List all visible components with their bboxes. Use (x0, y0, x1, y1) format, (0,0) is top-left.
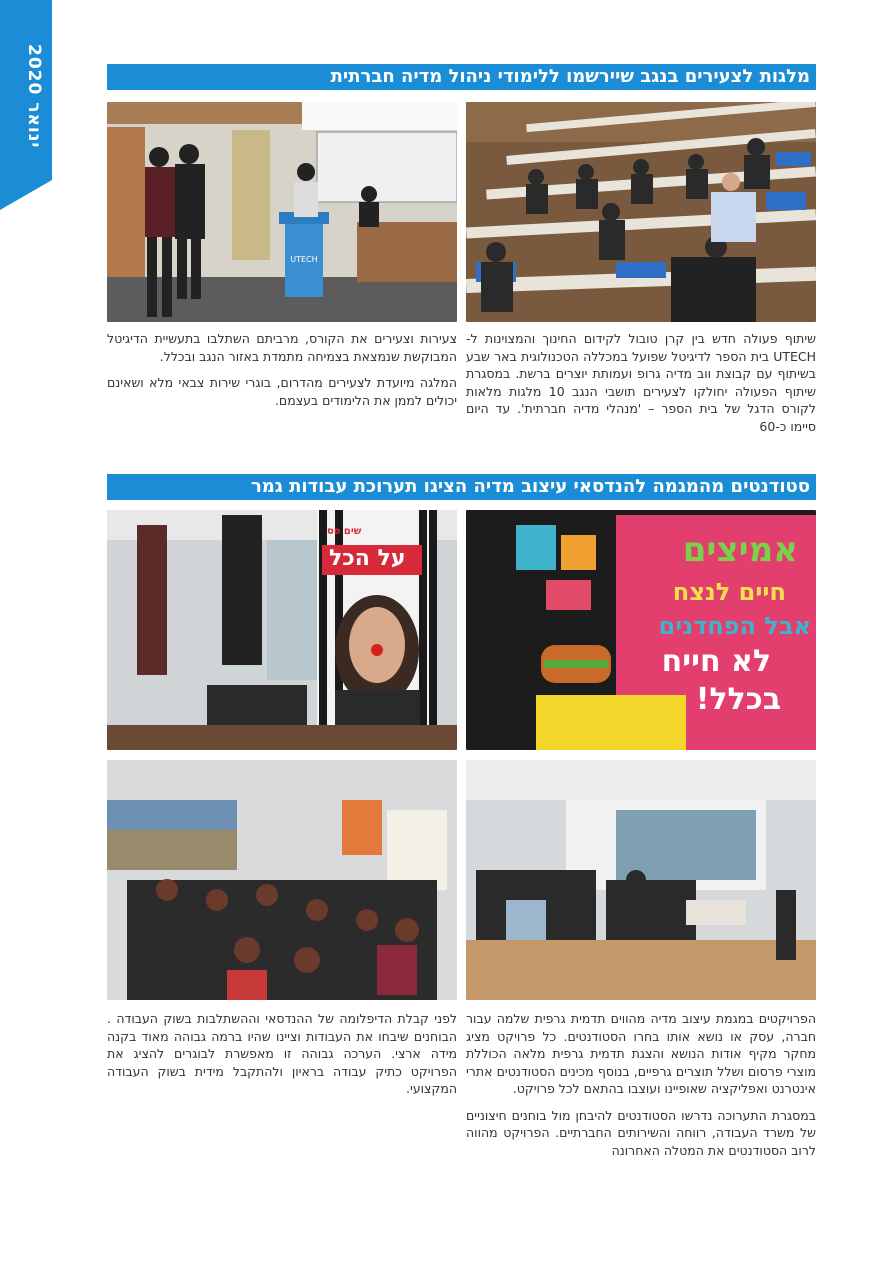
banner-main-text: על הכל (329, 546, 406, 571)
exhibition-crowd-photo-left (107, 760, 457, 1000)
presenter-photo (107, 102, 457, 322)
paragraph: שיתוף פעולה חדש בין קרן טובול לקידום החינוך והמצוינות ל-UTECH בית הספר לדיגיטל שפועל במכללה הטכנולוגית באר שבע בשיתוף עם קבוצת ווב מדיה גרופ ועמותת יוצרים ברשת. במסגרת שיתוף הפעולה יחולקו לצעירים תושבי הנגב 10 מלגות מלאות לקורס הדגל של בית הספר – 'מנהלי מדיה חברתית'. עד היום סיימו כ-60 (466, 331, 816, 434)
section1-title: מלגות לצעירים בנגב שיירשמו ללימודי ניהול מדיה חברתית (107, 64, 816, 90)
paragraph: במסגרת התערוכה נדרשו הסטודנטים להיבחן מול בוחנים חיצוניים של משרד העבודה, רווחה והשירותים החברתיים. הפרויקט מהווה לרוב הסטודנטים את המטלה האחרונה (466, 1107, 816, 1158)
paragraph: הפרויקטים במגמת עיצוב מדיה מהווים תדמית גרפית שלמה עבור חברה, עסק או נושא אותו בחרו הסטודנטים. כל פרויקט מציג מחקר מקיף אודות הנושא והצגת תדמית גרפית מלאה הכוללת מוצרי פרסום ושלל תוצרים גרפיים, בנוסף מכינים הסטודנטים אתרי אינטרנט ואפליקציה שאופיינו ועוצבו בהתאם לכל פרויקט. (466, 1011, 816, 1096)
section2-text-left (107, 1010, 457, 1107)
paragraph: המלגה מיועדת לצעירים מהדרום, בוגרי שירות צבאי מלא ושאינם יכולים לממן את הלימודים בעצמם. (107, 375, 457, 408)
poster-word: לא חייח (661, 644, 771, 679)
exhibit-poster-photo (466, 510, 816, 750)
svg-text:UTECH: UTECH (290, 255, 318, 264)
section2-title: סטודנטים מהמגמה להנדסאי עיצוב מדיה הציגו תערוכת עבודות גמר (107, 474, 816, 500)
section1-text-right (466, 330, 816, 444)
paragraph: צעירות וצעירים את הקורס, מרביתם השתלבו בתעשיית הדיגיטל המבוקשת שנמצאת בצמיחה מתמדת באזור הנגב ובכלל. (107, 331, 457, 364)
exhibit-banner-photo (107, 510, 457, 750)
banner-top-text: שים פס (327, 526, 362, 537)
section1-text-left (107, 330, 457, 418)
poster-word: אבל הפחדנים (658, 612, 811, 640)
issue-date-label: ינואר 2020 (24, 43, 44, 148)
section2-text-right (466, 1010, 816, 1168)
poster-word: חיים לנצח (672, 578, 786, 606)
paragraph: לפני קבלת הדיפלומה של ההנדסאי וההשתלבות בשוק העבודה . הבוחנים שיבחו את העבודות וציינו שהיו ברמה גבוהה מאוד בקנה מידה ארצי. הערכה גבוהה זו מאפשרת לבוגרים להציג את הפרויקט כתיק עבודה בראיון ולהתקבל מידית בשוק העבודה המקצועי. (107, 1011, 457, 1096)
poster-word: בכלל! (695, 682, 781, 717)
lecture-hall-photo (466, 102, 816, 322)
exhibition-crowd-photo-right (466, 760, 816, 1000)
poster-word: אמיצים (682, 530, 798, 570)
